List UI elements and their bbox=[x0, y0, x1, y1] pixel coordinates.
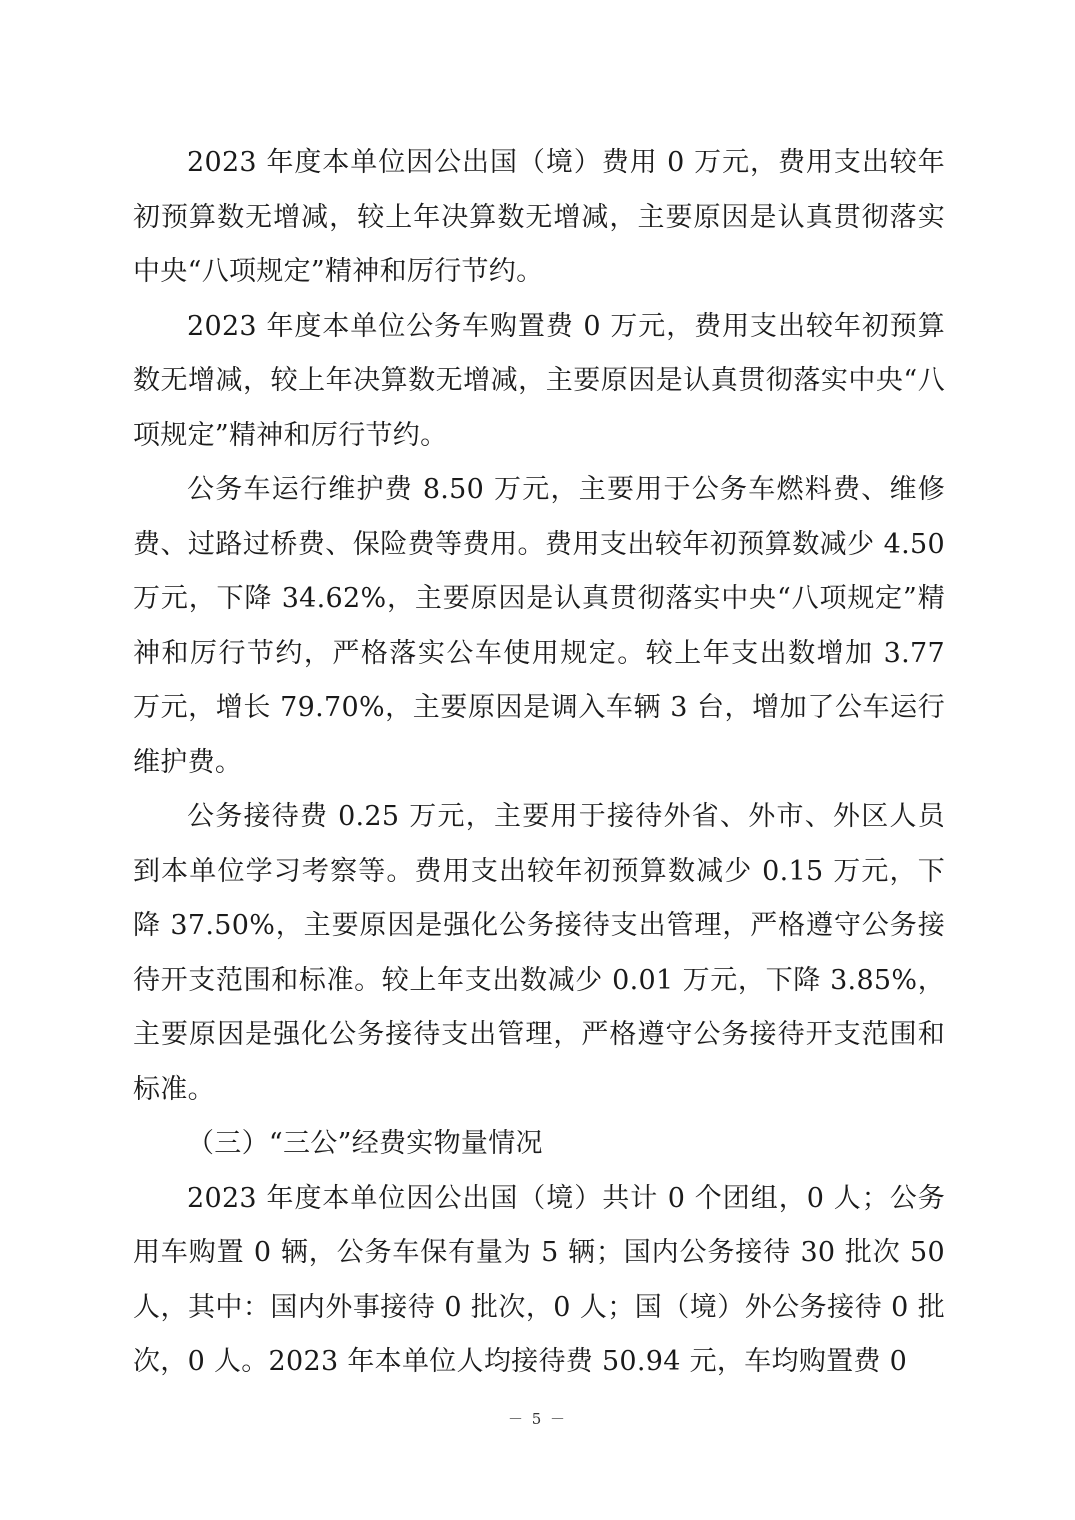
document-body bbox=[133, 136, 945, 1390]
paragraph-reception: 公务接待费 0.25 万元，主要用于接待外省、外市、外区人员到本单位学习考察等。费用支出较年初预算数减少 0.15 万元，下降 37.50%，主要原因是强化公务接待支出管理，严格遵守公务接待开支范围和标准。较上年支出数减少 0.01 万元，下降 3.85%，主要原因是强化公务接待支出管理，严格遵守公务接待开支范围和标准。 bbox=[133, 801, 945, 1105]
paragraph-overseas-travel: 2023 年度本单位因公出国（境）费用 0 万元，费用支出较年初预算数无增减，较上年决算数无增减，主要原因是认真贯彻落实中央“八项规定”精神和厉行节约。 bbox=[133, 147, 945, 287]
page-number: － 5 － bbox=[507, 1410, 568, 1428]
paragraph-vehicle-operation: 公务车运行维护费 8.50 万元，主要用于公务车燃料费、维修费、过路过桥费、保险费等费用。费用支出较年初预算数减少 4.50 万元，下降 34.62%，主要原因是认真贯彻落实中央“八项规定”精神和厉行节约，严格落实公车使用规定。较上年支出数增加 3.77 万元，增长 79.70%，主要原因是调入车辆 3 台，增加了公车运行维护费。 bbox=[133, 474, 945, 778]
paragraph-physical-quantity: 2023 年度本单位因公出国（境）共计 0 个团组，0 人；公务用车购置 0 辆，公务车保有量为 5 辆；国内公务接待 30 批次 50 人，其中：国内外事接待 0 批次，0 人；国（境）外公务接待 0 批次，0 人。2023 年本单位人均接待费 50.94 元，车均购置费 0 bbox=[133, 1182, 945, 1377]
paragraph-vehicle-purchase: 2023 年度本单位公务车购置费 0 万元，费用支出较年初预算数无增减，较上年决算数无增减，主要原因是认真贯彻落实中央“八项规定”精神和厉行节约。 bbox=[133, 310, 945, 451]
section-heading-physical-quantity: （三）“三公”经费实物量情况 bbox=[187, 1128, 543, 1159]
